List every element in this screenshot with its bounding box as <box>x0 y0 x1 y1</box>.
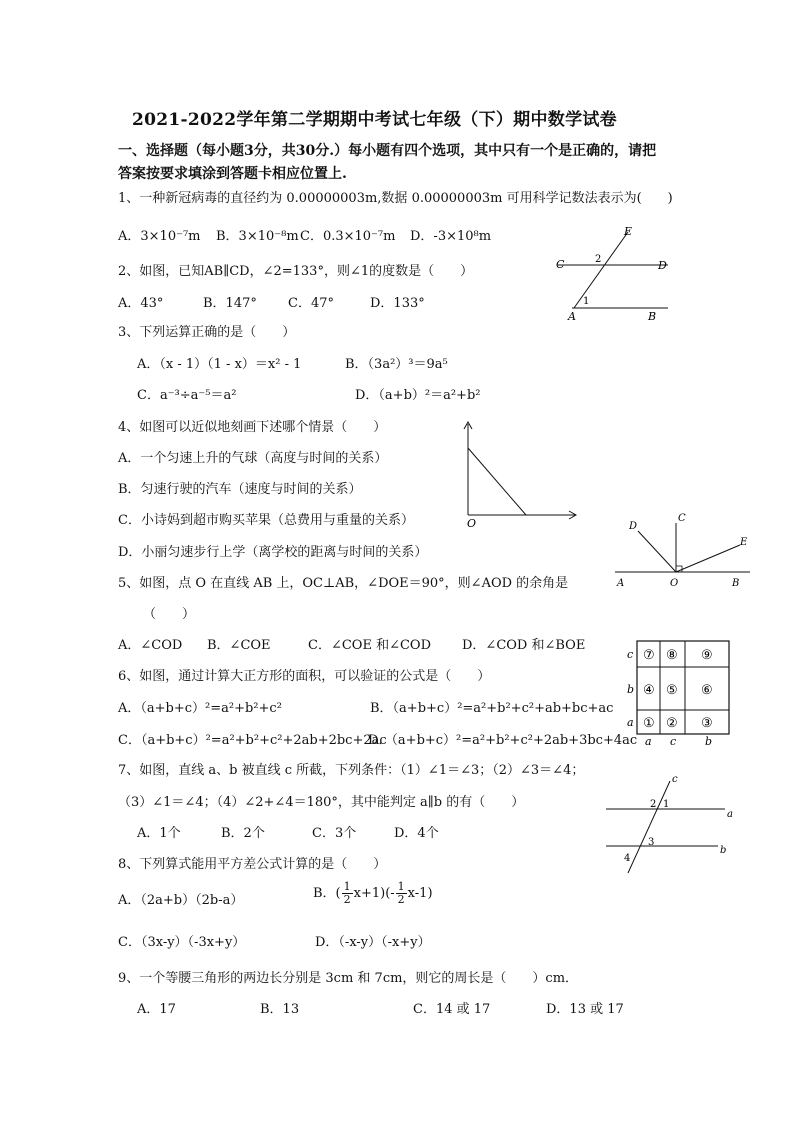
q5-label-d: D <box>629 521 638 532</box>
q5-stem: 5、如图，点 O 在直线 AB 上，OC⊥AB，∠DOE＝90°，则∠AOD 的余角是 <box>118 576 569 591</box>
q5-option-d: D．∠COD 和∠BOE <box>462 638 586 653</box>
q8-optb-frac2-denominator: 2 <box>397 893 405 906</box>
q5-option-a: A．∠COD <box>118 638 183 653</box>
q1-option-b: B．3×10⁻⁸m <box>216 229 299 244</box>
q9-option-c: C．14 或 17 <box>413 1002 491 1017</box>
q5-label-a: A <box>617 578 625 589</box>
q7-label-b: b <box>720 845 727 856</box>
q2-option-c: C．47° <box>288 296 334 311</box>
q8-option-d: D．（-x-y）（-x+y） <box>315 935 431 950</box>
q6-option-b: B．（a+b+c）²=a²+b²+c²+ab+bc+ac <box>370 701 614 716</box>
q2-label-e: E <box>624 225 633 238</box>
q7-option-a: A．1个 <box>137 826 181 841</box>
q6-stem: 6、如图，通过计算大正方形的面积，可以验证的公式是（ ） <box>118 669 491 684</box>
q7-label-c: c <box>672 774 678 785</box>
q7-label-a: a <box>727 809 733 820</box>
q6-col-label-a: a <box>645 735 652 748</box>
q5-label-o: O <box>670 578 679 589</box>
q6-cell-8: ⑧ <box>666 648 678 663</box>
q5-label-e: E <box>740 537 748 548</box>
q7-label-4: 4 <box>624 853 631 864</box>
q1-option-c: C．0.3×10⁻⁷m <box>300 229 396 244</box>
q7-stem-line1: 7、如图，直线 a、b 被直线 c 所截，下列条件：（1）∠1＝∠3；（2）∠3＝∠4； <box>118 763 585 778</box>
q2-label-d: D <box>658 259 667 272</box>
q3-option-d: D．（a+b）²＝a²+b² <box>355 388 481 403</box>
q7-option-c: C．3个 <box>312 826 357 841</box>
q6-cell-9: ⑨ <box>701 648 713 663</box>
q9-option-a: A．17 <box>137 1002 176 1017</box>
q4-option-c: C．小诗妈到超市购买苹果（总费用与重量的关系） <box>118 513 414 528</box>
q9-option-b: B．13 <box>260 1002 300 1017</box>
q5-label-c: C <box>678 513 686 524</box>
q2-option-a: A．43° <box>118 296 164 311</box>
q6-cell-4: ④ <box>643 683 655 698</box>
q2-label-2: 2 <box>595 254 602 265</box>
q6-cell-1: ① <box>643 716 655 731</box>
section-instructions-line2: 答案按要求填涂到答题卡相应位置上. <box>118 166 347 182</box>
q3-stem: 3、下列运算正确的是（ ） <box>118 325 296 340</box>
q8-optb-fraction-2 <box>396 881 407 906</box>
q1-option-d: D．-3×10⁸m <box>410 229 492 244</box>
q7-label-2: 2 <box>650 799 657 810</box>
q2-stem: 2、如图，已知AB∥CD，∠2=133°，则∠1的度数是（ ） <box>118 264 474 279</box>
q2-label-b: B <box>648 310 657 322</box>
q7-transversal-figure <box>600 773 740 876</box>
q7-stem-line2: （3）∠1＝∠4；（4）∠2+∠4＝180°，其中能判定 a∥b 的有（ ） <box>118 795 525 810</box>
q3-option-b: B．（3a²）³＝9a⁵ <box>345 357 448 372</box>
q8-optb-frac1-denominator: 2 <box>343 893 351 906</box>
q2-label-1: 1 <box>583 296 590 307</box>
q7-option-b: B．2个 <box>221 826 265 841</box>
q2-label-a: A <box>568 310 576 322</box>
q6-cell-2: ② <box>666 716 678 731</box>
q6-cell-5: ⑤ <box>666 683 678 698</box>
q8-optb-frac1-numerator: 1 <box>343 880 351 893</box>
q5-label-b: B <box>732 578 740 589</box>
q2-option-b: B．147° <box>203 296 257 311</box>
q6-cell-6: ⑥ <box>701 683 713 698</box>
section-instructions-line1: 一、选择题（每小题3分，共30分.）每小题有四个选项，其中只有一个是正确的，请把 <box>118 143 657 159</box>
q9-stem: 9、一个等腰三角形的两边长分别是 3cm 和 7cm，则它的周长是（ ）cm． <box>118 971 579 986</box>
q8-optb-fraction-1 <box>342 881 353 906</box>
q6-cell-3: ③ <box>701 716 713 731</box>
q2-label-c: C <box>556 258 565 271</box>
q6-option-d: D．（a+b+c）²=a²+b²+c²+2ab+3bc+4ac <box>368 733 638 748</box>
q1-option-a: A．3×10⁻⁷m <box>118 229 201 244</box>
q6-col-label-c: c <box>670 735 677 748</box>
q4-option-a: A．一个匀速上升的气球（高度与时间的关系） <box>118 451 388 466</box>
q3-option-c: C．a⁻³÷a⁻⁵＝a² <box>137 388 237 403</box>
q6-cell-7: ⑦ <box>643 648 655 663</box>
q5-option-c: C．∠COE 和∠COD <box>308 638 431 653</box>
q6-square-figure <box>624 638 734 748</box>
q8-optb-prefix: B．( <box>313 886 341 901</box>
q5-paren: （ ） <box>143 607 196 622</box>
q7-label-3: 3 <box>648 837 655 848</box>
q2-option-d: D．133° <box>370 296 425 311</box>
q3-option-a: A．（x - 1）（1 - x）＝x² - 1 <box>137 357 302 372</box>
q6-row-label-c: c <box>627 648 634 661</box>
q7-option-d: D．4个 <box>394 826 439 841</box>
q7-label-1: 1 <box>663 799 670 810</box>
q6-row-label-a: a <box>627 716 634 729</box>
q4-option-b: B．匀速行驶的汽车（速度与时间的关系） <box>118 482 362 497</box>
q8-optb-middle: x+1)(- <box>353 886 395 901</box>
q4-graph-figure <box>460 418 582 530</box>
q8-option-c: C．（3x-y）（-3x+y） <box>118 935 246 950</box>
q4-stem: 4、如图可以近似地刻画下述哪个情景（ ） <box>118 420 387 435</box>
q6-option-a: A．（a+b+c）²=a²+b²+c² <box>118 701 282 716</box>
q8-optb-suffix: x-1) <box>407 886 433 901</box>
q6-col-label-b: b <box>705 735 713 748</box>
q5-angle-figure <box>610 505 755 593</box>
q4-origin-label: O <box>467 517 477 530</box>
q8-option-b <box>313 881 433 906</box>
q1-stem: 1、一种新冠病毒的直径约为 0.00000003m,数据 0.00000003m 可用科学记数法表示为( ) <box>118 191 673 206</box>
q8-stem: 8、下列算式能用平方差公式计算的是（ ） <box>118 857 387 872</box>
page-title: 2021-2022学年第二学期期中考试七年级（下）期中数学试卷 <box>132 110 617 130</box>
q6-row-label-b: b <box>627 683 635 696</box>
q9-option-d: D．13 或 17 <box>546 1002 624 1017</box>
q2-parallel-lines-figure <box>548 222 678 322</box>
q8-optb-frac2-numerator: 1 <box>397 880 405 893</box>
q5-option-b: B．∠COE <box>207 638 271 653</box>
q8-option-a: A．（2a+b）（2b-a） <box>118 893 244 908</box>
q6-option-c: C．（a+b+c）²=a²+b²+c²+2ab+2bc+2ac <box>118 733 387 748</box>
q4-option-d: D．小丽匀速步行上学（离学校的距离与时间的关系） <box>118 545 428 560</box>
